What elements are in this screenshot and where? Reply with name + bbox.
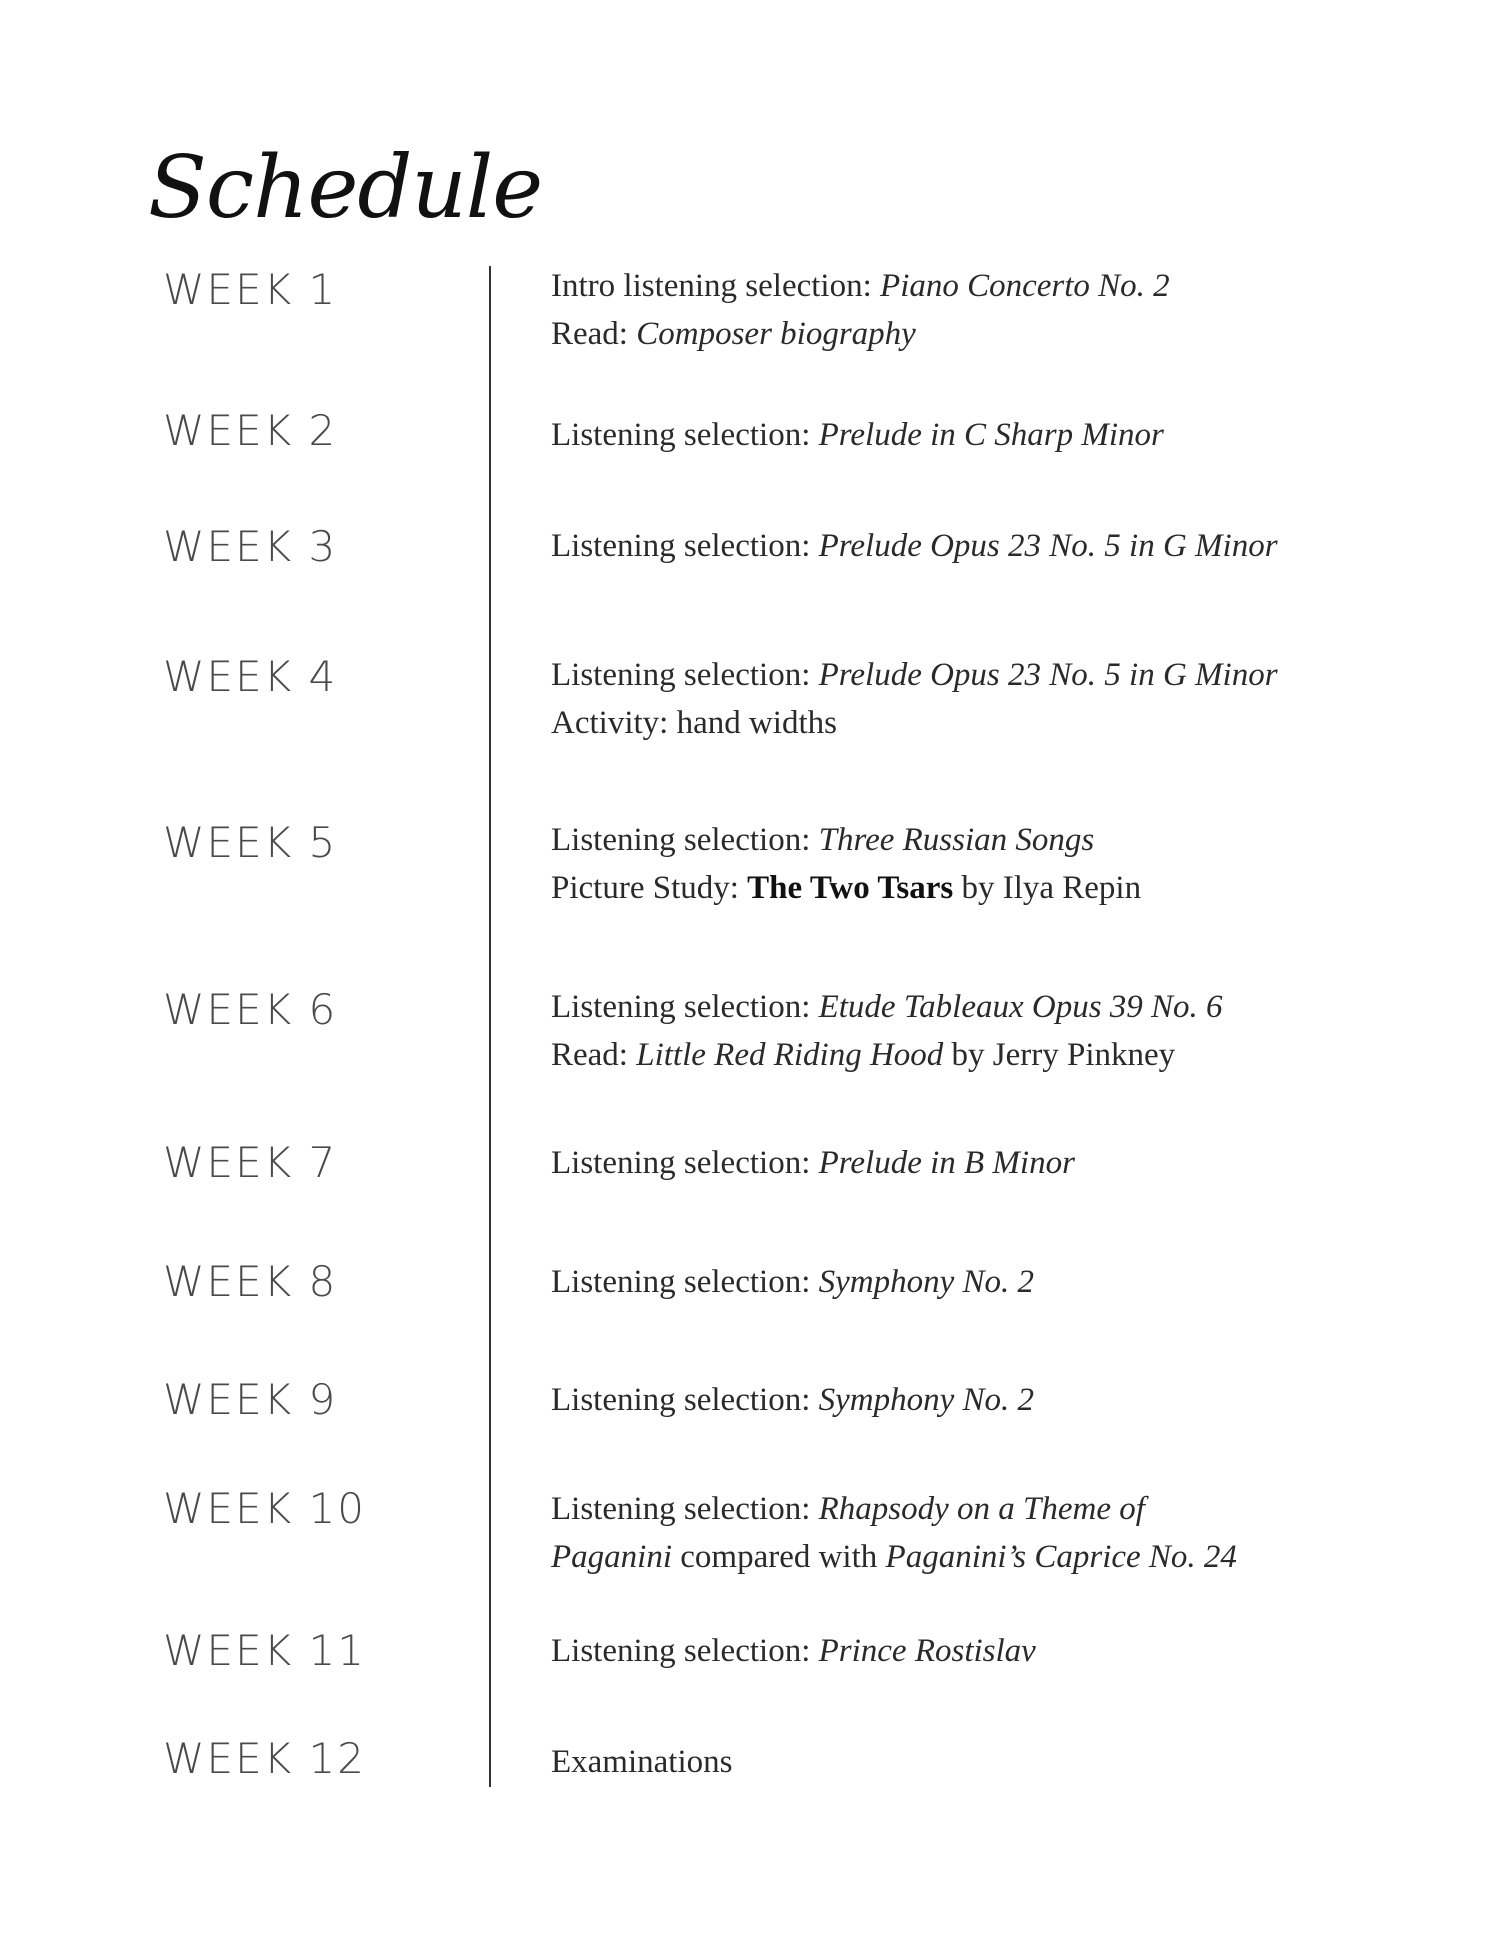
page-title: Schedule	[148, 138, 543, 238]
week-label: WEEK 7	[163, 1138, 338, 1187]
entry-line: Listening selection: Prelude Opus 23 No. 5 in G Minor	[551, 528, 1278, 564]
week-label: WEEK 4	[163, 652, 338, 701]
week-entry	[551, 1376, 1411, 1424]
entry-line: Paganini compared with Paganini’s Caprice No. 24	[551, 1539, 1237, 1575]
entry-line: Listening selection: Rhapsody on a Theme of	[551, 1491, 1145, 1527]
week-entry	[551, 1738, 1411, 1786]
entry-line: Activity: hand widths	[551, 705, 837, 741]
entry-line: Listening selection: Prince Rostislav	[551, 1633, 1036, 1669]
entry-line: Read: Little Red Riding Hood by Jerry Pinkney	[551, 1037, 1176, 1073]
entry-line: Listening selection: Three Russian Songs	[551, 822, 1095, 858]
week-entry	[551, 651, 1411, 747]
week-entry	[551, 1258, 1411, 1306]
entry-line: Listening selection: Prelude Opus 23 No. 5 in G Minor	[551, 657, 1278, 693]
week-entry	[551, 1627, 1411, 1675]
vertical-divider	[489, 266, 491, 1787]
week-entry	[551, 262, 1411, 358]
week-label: WEEK 11	[163, 1626, 366, 1675]
entry-line: Listening selection: Prelude in C Sharp Minor	[551, 417, 1164, 453]
week-label: WEEK 10	[163, 1484, 366, 1533]
week-entry	[551, 411, 1411, 459]
week-label: WEEK 3	[163, 522, 338, 571]
entry-line: Intro listening selection: Piano Concerto No. 2	[551, 268, 1170, 304]
week-label: WEEK 2	[163, 406, 338, 455]
week-label: WEEK 6	[163, 985, 338, 1034]
week-label: WEEK 9	[163, 1375, 338, 1424]
entry-line: Examinations	[551, 1744, 733, 1780]
week-entry	[551, 816, 1411, 912]
week-entry	[551, 983, 1411, 1079]
week-label: WEEK 1	[163, 265, 338, 314]
entry-line: Listening selection: Symphony No. 2	[551, 1264, 1034, 1300]
entry-line: Picture Study: The Two Tsars by Ilya Repin	[551, 870, 1142, 906]
entry-line: Listening selection: Prelude in B Minor	[551, 1145, 1075, 1181]
week-label: WEEK 8	[163, 1257, 338, 1306]
week-entry	[551, 1485, 1411, 1581]
week-label: WEEK 5	[163, 818, 338, 867]
week-entry	[551, 1139, 1411, 1187]
entry-line: Listening selection: Etude Tableaux Opus 39 No. 6	[551, 989, 1223, 1025]
week-entry	[551, 522, 1411, 570]
week-label: WEEK 12	[163, 1734, 366, 1783]
entry-line: Listening selection: Symphony No. 2	[551, 1382, 1034, 1418]
entry-line: Read: Composer biography	[551, 316, 916, 352]
